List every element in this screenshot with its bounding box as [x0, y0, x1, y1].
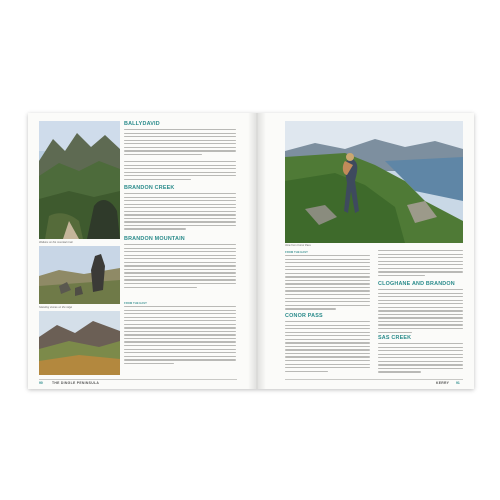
body-text-lines — [285, 321, 370, 374]
body-text-lines — [124, 306, 236, 366]
book-spread — [28, 113, 474, 389]
running-title-right: KERRY — [436, 381, 450, 385]
body-text-lines — [378, 343, 463, 375]
standing-stone-photo — [39, 246, 120, 304]
page-number-left: 90 — [39, 381, 43, 385]
section-heading-conor-pass: CONOR PASS — [285, 313, 323, 319]
book-gutter — [248, 113, 266, 389]
photo-caption: View from Conor Pass — [285, 244, 311, 247]
mountain-photo — [39, 121, 120, 239]
footer-rule — [285, 379, 463, 380]
subheading-from-the-east: FROM THE EAST — [124, 301, 147, 305]
body-text-lines — [378, 250, 463, 278]
body-text-lines — [124, 129, 236, 157]
footer-rule — [39, 379, 237, 380]
body-text-lines — [124, 244, 236, 290]
body-text-lines — [378, 289, 463, 335]
section-heading-sas-creek: SAS CREEK — [378, 335, 412, 341]
conor-pass-photo — [285, 121, 463, 243]
running-title-left: THE DINGLE PENINSULA — [52, 381, 100, 385]
photo-caption: Standing stones on the ridge — [39, 306, 73, 309]
section-heading-brandon-mountain: BRANDON MOUNTAIN — [124, 236, 185, 242]
section-heading-brandon-creek: BRANDON CREEK — [124, 185, 175, 191]
section-heading-ballydavid: BALLYDAVID — [124, 121, 160, 127]
page-number-right: 91 — [456, 381, 460, 385]
body-text-lines — [285, 255, 370, 312]
subheading-from-the-east-right: FROM THE EAST — [285, 250, 308, 254]
body-text-lines — [124, 161, 236, 182]
body-text-lines — [124, 193, 236, 232]
valley-photo — [39, 311, 120, 375]
section-heading-cloghane: CLOGHANE AND BRANDON — [378, 281, 455, 287]
photo-caption: Walkers on the mountain trail — [39, 241, 73, 244]
